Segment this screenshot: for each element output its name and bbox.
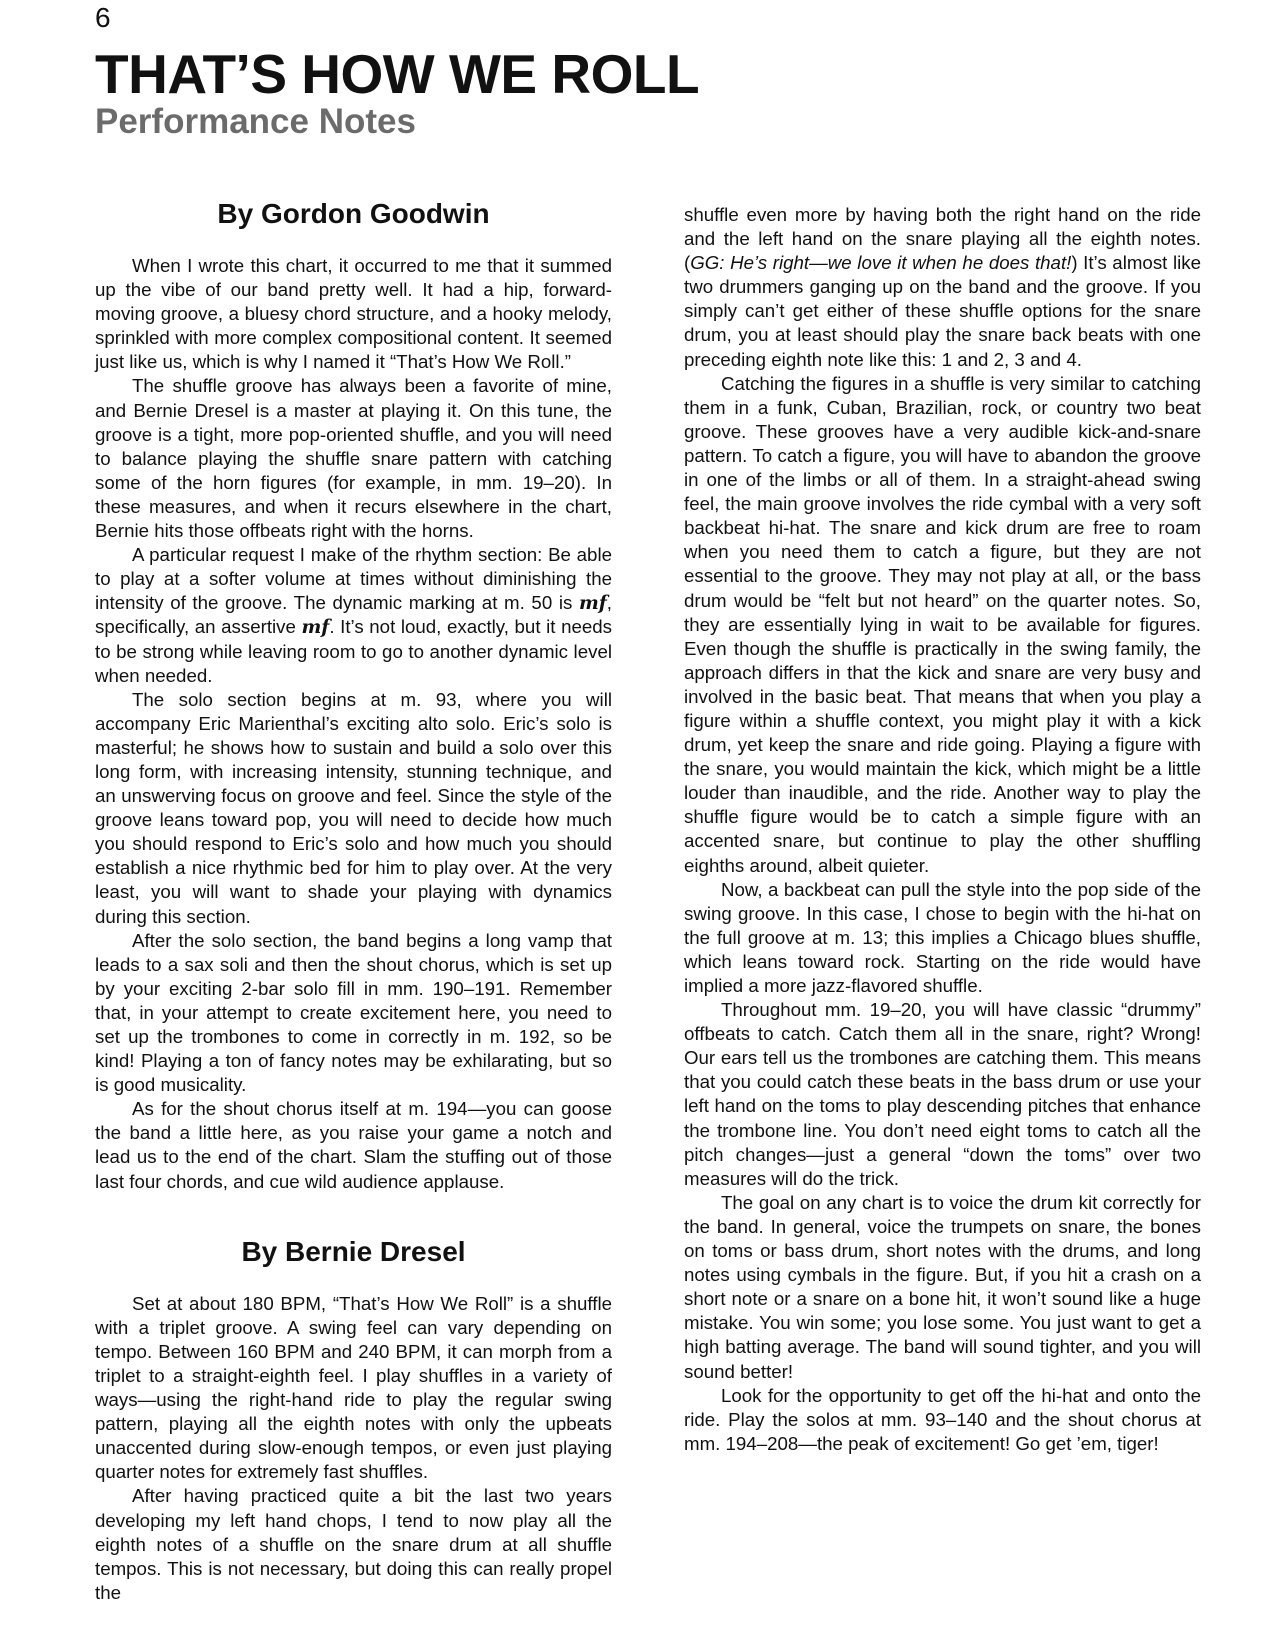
paragraph: Set at about 180 BPM, “That’s How We Roll” is a shuffle with a triplet groove. A swing feel can vary depending on tempo. Between 160 BPM and 240 BPM, it can morph from a triplet to a straight-eighth feel. I play shuffles in a variety of ways—using the right-hand ride to play the regular swing pattern, playing all the eighth notes with only the upbeats unaccented during slow-enough tempos, or even just playing quarter notes for extremely fast shuffles. <box>95 1292 612 1483</box>
page-subtitle: Performance Notes <box>95 102 416 141</box>
text-run: shuffle even more by having both the right hand on the ride and the left hand on the snare playing all the eighth notes. ( <box>684 204 1201 274</box>
left-column <box>95 196 612 1605</box>
paragraph <box>95 543 612 688</box>
paragraph: When I wrote this chart, it occurred to me that it summed up the vibe of our band pretty well. It had a hip, forward-moving groove, a bluesy chord structure, and a hooky melody, sprinkled with more complex compositional content. It seemed just like us, which is why I named it “That’s How We Roll.” <box>95 255 612 373</box>
text-run: A particular request I make of the rhythm section: Be able to play at a softer volume at times without diminishing the intensity of the groove. The dynamic marking at m. 50 is <box>95 544 612 614</box>
text-run: , specifically, an assertive <box>95 592 612 638</box>
paragraph: Catching the figures in a shuffle is very similar to catching them in a funk, Cuban, Brazilian, rock, or country two beat groove. These grooves have a very audible kick-and-snare pattern. To catch a figure, you will have to abandon the groove in one of the limbs or all of them. In a straight-ahead swing feel, the main groove involves the ride cymbal with a very soft backbeat hi-hat. The snare and kick drum are free to roam when you need them to catch a figure, but they are not essential to the groove. They may not play at all, or the bass drum would be “felt but not heard” on the quarter notes. So, they are essentially lying in wait to be available for figures. Even though the shuffle is practically in the swing family, the approach differs in that the kick and snare are very busy and involved in the basic beat. That means that when you play a figure within a shuffle context, you might play it with a kick drum, yet keep the snare and ride going. Playing a figure with the snare, you would maintain the kick, which might be a little louder than inaudible, and the ride. Another way to play the shuffle figure would be to catch a simple figure with an accented snare, but continue to play the other shuffling eighths around, albeit quieter. <box>684 372 1201 876</box>
paragraph-continued <box>684 203 1201 372</box>
text-run: . It’s not loud, exactly, but it needs to be strong while leaving room to go to another dynamic level when needed. <box>95 616 612 686</box>
text-run: ) It’s almost like two drummers ganging up on the band and the groove. If you simply can’t get either of these shuffle options for the snare drum, you at least should play the snare back beats with one preceding eighth note like this: 1 and 2, 3 and 4. <box>684 252 1202 370</box>
section-heading-goodwin: By Gordon Goodwin <box>217 198 490 229</box>
section-heading-dresel: By Bernie Dresel <box>241 1235 466 1267</box>
dynamic-marking: mf <box>578 592 607 615</box>
paragraph: After having practiced quite a bit the last two years developing my left hand chops, I tend to now play all the eighth notes of a shuffle on the snare drum at all shuffle tempos. This is not necessary, but doing this can really propel the <box>95 1485 612 1603</box>
paragraph: Now, a backbeat can pull the style into the pop side of the swing groove. In this case, I chose to begin with the hi-hat on the full groove at m. 13; this implies a Chicago blues shuffle, which leans toward rock. Starting on the ride would have implied a more jazz-flavored shuffle. <box>684 878 1201 996</box>
right-column <box>684 203 1201 1456</box>
paragraph: Look for the opportunity to get off the hi-hat and onto the ride. Play the solos at mm. 93–140 and the shout chorus at mm. 194–208—the peak of excitement! Go get ’em, tiger! <box>684 1384 1201 1454</box>
paragraph: The goal on any chart is to voice the drum kit correctly for the band. In general, voice the trumpets on snare, the bones on toms or bass drum, short notes with the drums, and long notes using cymbals in the figure. But, if you hit a crash on a short note or a snare on a bone hit, it won’t sound like a huge mistake. You win some; you lose some. You just want to get a high batting average. The band will sound tighter, and you will sound better! <box>684 1191 1201 1382</box>
paragraph: Throughout mm. 19–20, you will have classic “drummy” offbeats to catch. Catch them all in the snare, right? Wrong! Our ears tell us the trombones are catching them. This means that you could catch these beats in the bass drum or use your left hand on the toms to play descending pitches that enhance the trombone line. You don’t need eight toms to catch all the pitch changes—just a general “down the toms” over two measures will do the trick. <box>684 999 1201 1189</box>
paragraph: The solo section begins at m. 93, where you will accompany Eric Marienthal’s exciting alto solo. Eric’s solo is masterful; he shows how to sustain and build a solo over this long form, with increasing intensity, stunning technique, and an unswerving focus on groove and feel. Since the style of the groove leans toward pop, you will need to decide how much you should respond to Eric’s solo and how much you should establish a nice rhythmic bed for him to play over. At the very least, you will want to shade your playing with dynamics during this section. <box>95 688 612 927</box>
paragraph: As for the shout chorus itself at m. 194—you can goose the band a little here, as you raise your game a notch and lead us to the end of the chart. Slam the stuffing out of those last four chords, and cue wild audience applause. <box>95 1098 612 1192</box>
page-title: THAT’S HOW WE ROLL <box>95 43 700 105</box>
editor-aside: GG: He’s right—we love it when he does that! <box>690 252 1072 274</box>
page-number: 6 <box>95 2 111 33</box>
paragraph: After the solo section, the band begins a long vamp that leads to a sax soli and then the shout chorus, which is set up by your exciting 2-bar solo fill in mm. 190–191. Remember that, in your attempt to create excitement here, you need to set up the trombones to come in correctly in m. 192, so be kind! Playing a ton of fancy notes may be exhilarating, but so is good musicality. <box>95 929 612 1096</box>
paragraph: The shuffle groove has always been a favorite of mine, and Bernie Dresel is a master at playing it. On this tune, the groove is a tight, more pop-oriented shuffle, and you will need to balance playing the shuffle snare pattern with catching some of the horn figures (for example, in mm. 19–20). In these measures, and when it recurs elsewhere in the chart, Bernie hits those offbeats right with the horns. <box>95 375 612 542</box>
dynamic-marking: mf <box>301 616 330 639</box>
